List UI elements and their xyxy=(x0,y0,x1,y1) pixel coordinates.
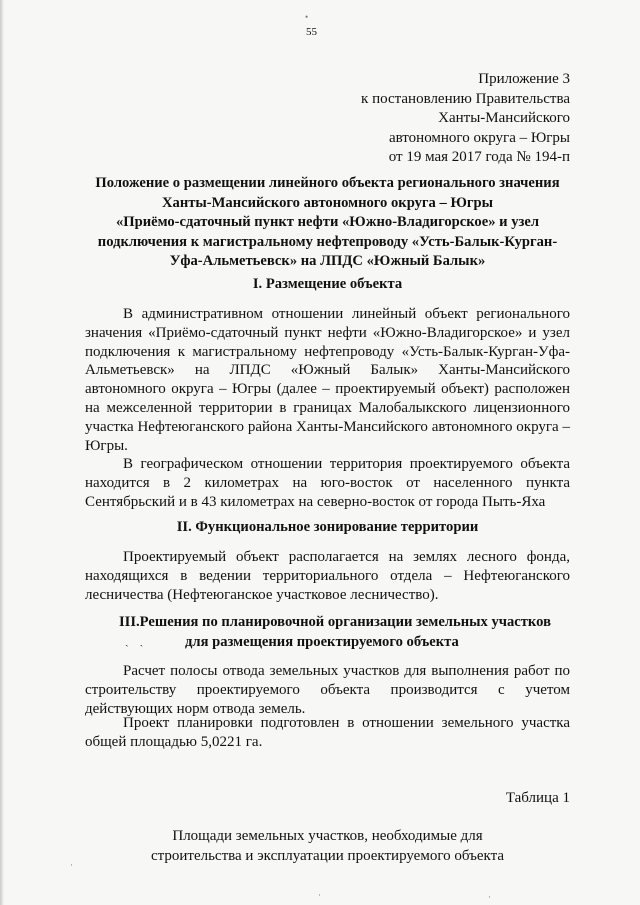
caption-line-1: Площади земельных участков, необходимые для xyxy=(172,828,483,844)
appendix-block xyxy=(361,70,570,168)
section3-heading-line1: III.Решения по планировочной организации земельных участков xyxy=(119,614,551,630)
section2-paragraph-1: Проектируемый объект располагается на землях лесного фонда, находящихся в ведении территориального отдела – Нефтеюганского лесничества (Нефтеюганское участковое лесничество). xyxy=(85,549,570,603)
appendix-line: к постановлению Правительства xyxy=(361,90,570,107)
section1-heading: I. Размещение объекта xyxy=(252,276,403,292)
scan-dot: · xyxy=(318,890,321,900)
scan-edge xyxy=(0,0,4,905)
title-line: подключения к магистральному нефтепроводу «Усть-Балык-Курган- xyxy=(97,233,558,250)
title-line: «Приёмо-сдаточный пункт нефти «Южно-Владигорское» и узел xyxy=(115,214,540,230)
section3-paragraph-1: Расчет полосы отвода земельных участков для выполнения работ по строительству проектируемого объекта производится с учетом действующих норм отвода земель. xyxy=(85,663,570,717)
appendix-line: Ханты-Мансийского xyxy=(438,110,570,126)
title-line: Уфа-Альметьевск» на ЛПДС «Южный Балык» xyxy=(169,253,486,269)
scan-marks: ˎ ˎ xyxy=(125,635,144,647)
section3-heading xyxy=(85,612,570,652)
appendix-line: от 19 мая 2017 года № 194-п xyxy=(388,149,570,165)
section2-heading: II. Функциональное зонирование территории xyxy=(176,519,479,535)
table-label: Таблица 1 xyxy=(505,790,570,806)
scan-dot: • xyxy=(305,12,309,22)
section1-paragraph-2: В географическом отношении территория проектируемого объекта находится в 2 километрах на юго-восток от населенного пункта Сентябрьский и в 43 километрах на северно-восток от города Пыть-Яха xyxy=(85,456,570,510)
appendix-line: Приложение 3 xyxy=(478,71,570,87)
document-title xyxy=(85,174,570,272)
scan-dot: · xyxy=(70,860,73,870)
page-number: 55 xyxy=(306,26,317,38)
section3-heading-line2: для размещения проектируемого объекта xyxy=(185,634,459,650)
appendix-line: автономного округа – Югры xyxy=(388,129,570,146)
scan-dot: · xyxy=(488,892,491,902)
table-caption xyxy=(85,826,570,866)
title-line: Ханты-Мансийского автономного округа – Югры xyxy=(161,194,494,211)
section1-paragraph-1: В административном отношении линейный объект регионального значения «Приёмо-сдаточный пункт нефти «Южно-Владигорское» и узел подключения к магистральному нефтепроводу «Усть-Балык-Курган-Уфа-Альметьевск» на ЛПДС «Южный Балык» Ханты-Мансийского автономного округа – Югры (далее – проектируемый объект) расположен на межселенной территории в границах Малобалыкского лицензионного участка Нефтеюганского района Ханты-Мансийского автономного округа – Югры. xyxy=(85,306,570,454)
title-line: Положение о размещении линейного объекта регионального значения xyxy=(95,175,560,191)
caption-line-2: строительства и эксплуатации проектируемого объекта xyxy=(150,848,505,864)
section3-paragraph-2: Проект планировки подготовлен в отношении земельного участка общей площадью 5,0221 га. xyxy=(85,715,570,750)
